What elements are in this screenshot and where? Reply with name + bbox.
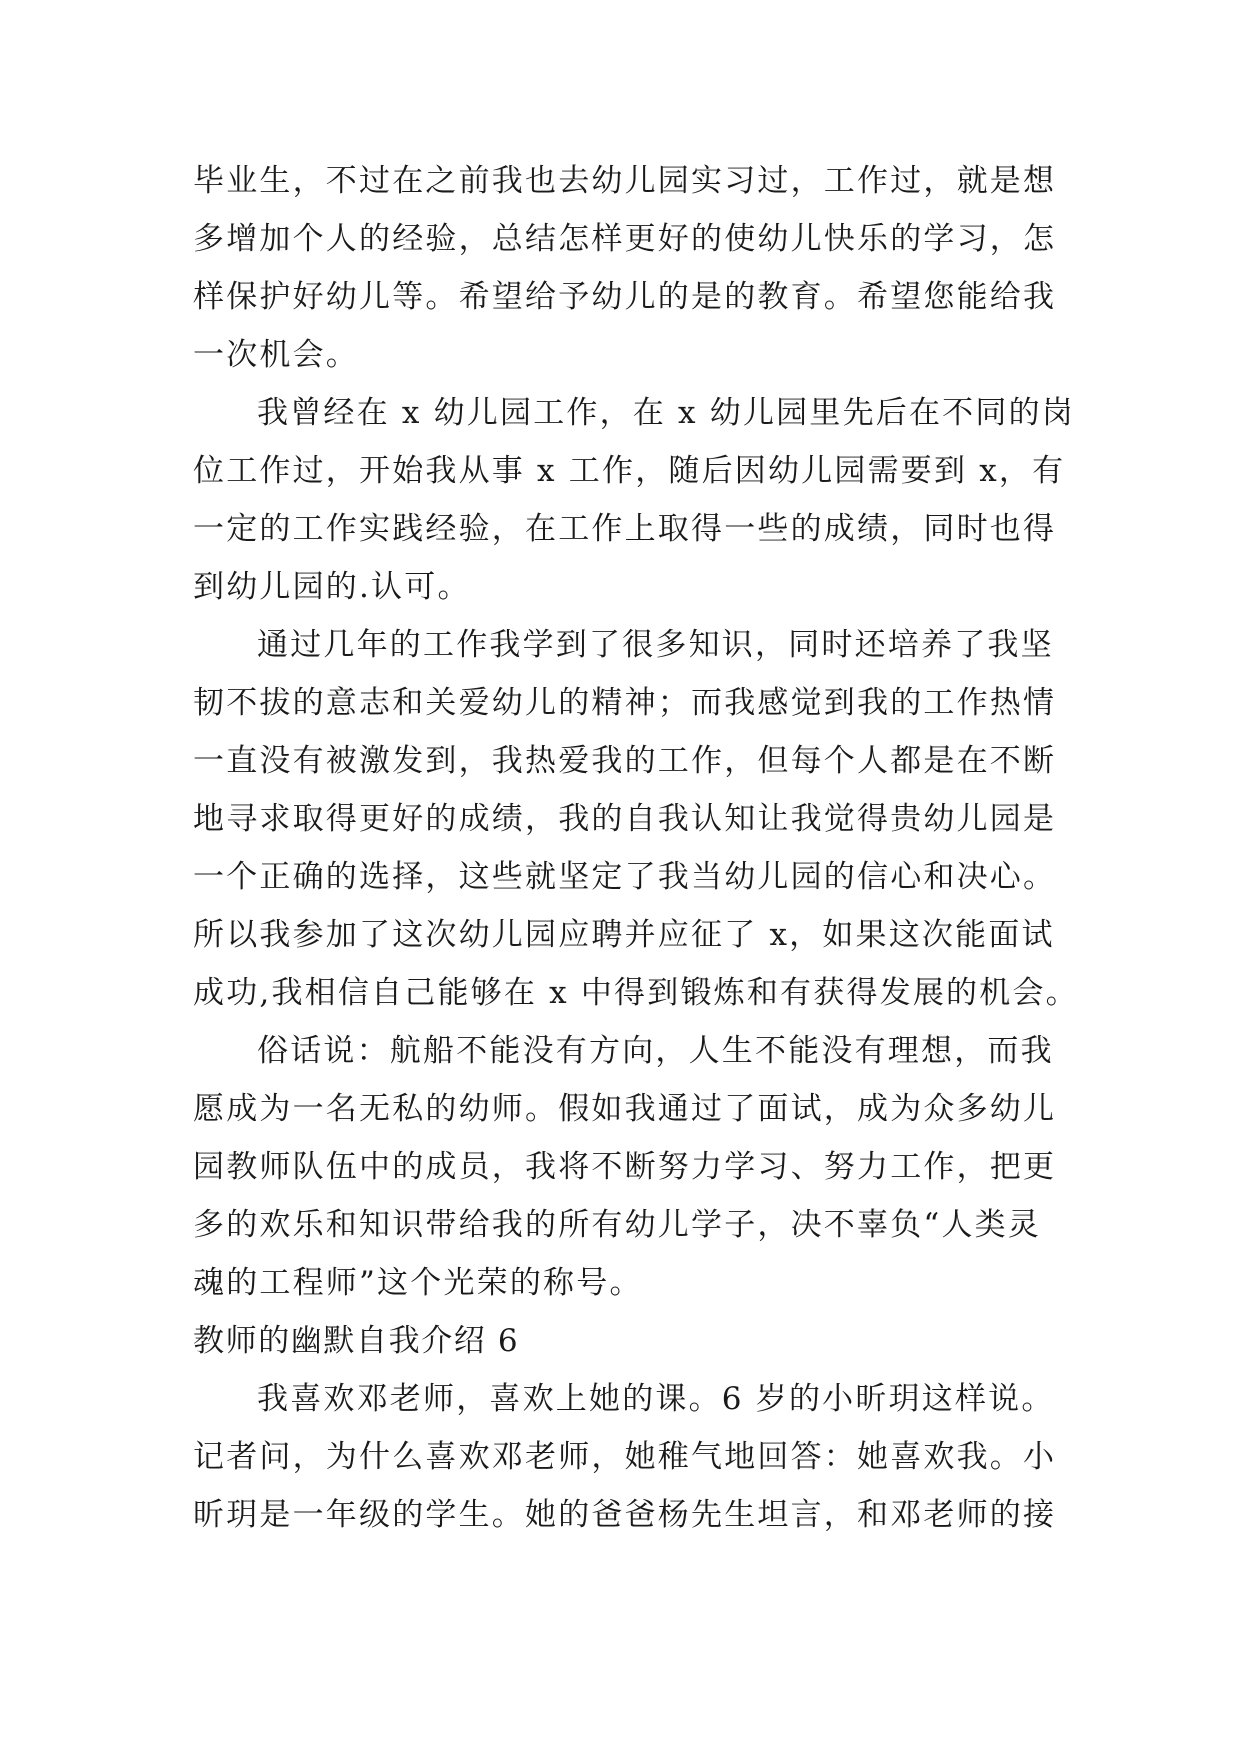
text-line: 一定的工作实践经验，在工作上取得一些的成绩，同时也得 — [193, 511, 1057, 547]
text-line: 样保护好幼儿等。希望给予幼儿的是的教育。希望您能给我 — [193, 279, 1057, 315]
paragraph-3 — [193, 616, 1079, 1022]
text-line: 毕业生，不过在之前我也去幼儿园实习过，工作过，就是想 — [193, 163, 1057, 199]
text-line: 一个正确的选择，这些就坚定了我当幼儿园的信心和决心。 — [193, 859, 1057, 895]
document-page — [193, 152, 1079, 1544]
text-line: 园教师队伍中的成员，我将不断努力学习、努力工作，把更 — [193, 1149, 1057, 1185]
text-line: 所以我参加了这次幼儿园应聘并应征了 x，如果这次能面试 — [193, 917, 1055, 953]
text-line: 多的欢乐和知识带给我的所有幼儿学子，决不辜负“人类灵 — [193, 1207, 1042, 1243]
text-line: 记者问，为什么喜欢邓老师，她稚气地回答：她喜欢我。小 — [193, 1439, 1057, 1475]
text-line: 我曾经在 x 幼儿园工作，在 x 幼儿园里先后在不同的岗 — [257, 395, 1075, 431]
text-line: 地寻求取得更好的成绩，我的自我认知让我觉得贵幼儿园是 — [193, 801, 1057, 837]
text-line: 魂的工程师”这个光荣的称号。 — [193, 1265, 643, 1301]
text-line: 成功,我相信自己能够在 x 中得到锻炼和有获得发展的机会。 — [193, 975, 1079, 1011]
text-line: 多增加个人的经验，总结怎样更好的使幼儿快乐的学习，怎 — [193, 221, 1057, 257]
text-line: 昕玥是一年级的学生。她的爸爸杨先生坦言，和邓老师的接 — [193, 1497, 1057, 1533]
paragraph-5 — [193, 1370, 1061, 1544]
paragraph-4 — [193, 1022, 1061, 1312]
text-line: 位工作过，开始我从事 x 工作，随后因幼儿园需要到 x，有 — [193, 453, 1066, 489]
text-line: 通过几年的工作我学到了很多知识，同时还培养了我坚 — [257, 627, 1054, 663]
paragraph-2 — [193, 384, 1075, 616]
paragraph-1 — [193, 152, 1061, 384]
text-line: 我喜欢邓老师，喜欢上她的课。6 岁的小昕玥这样说。 — [257, 1381, 1055, 1417]
text-line: 愿成为一名无私的幼师。假如我通过了面试，成为众多幼儿 — [193, 1091, 1057, 1127]
text-line: 俗话说：航船不能没有方向，人生不能没有理想，而我 — [257, 1033, 1054, 1069]
text-line: 一直没有被激发到，我热爱我的工作，但每个人都是在不断 — [193, 743, 1057, 779]
text-line: 到幼儿园的.认可。 — [193, 569, 471, 605]
section-heading: 教师的幽默自我介绍 6 — [193, 1323, 520, 1359]
text-line: 韧不拔的意志和关爱幼儿的精神；而我感觉到我的工作热情 — [193, 685, 1057, 721]
text-line: 一次机会。 — [193, 337, 359, 373]
